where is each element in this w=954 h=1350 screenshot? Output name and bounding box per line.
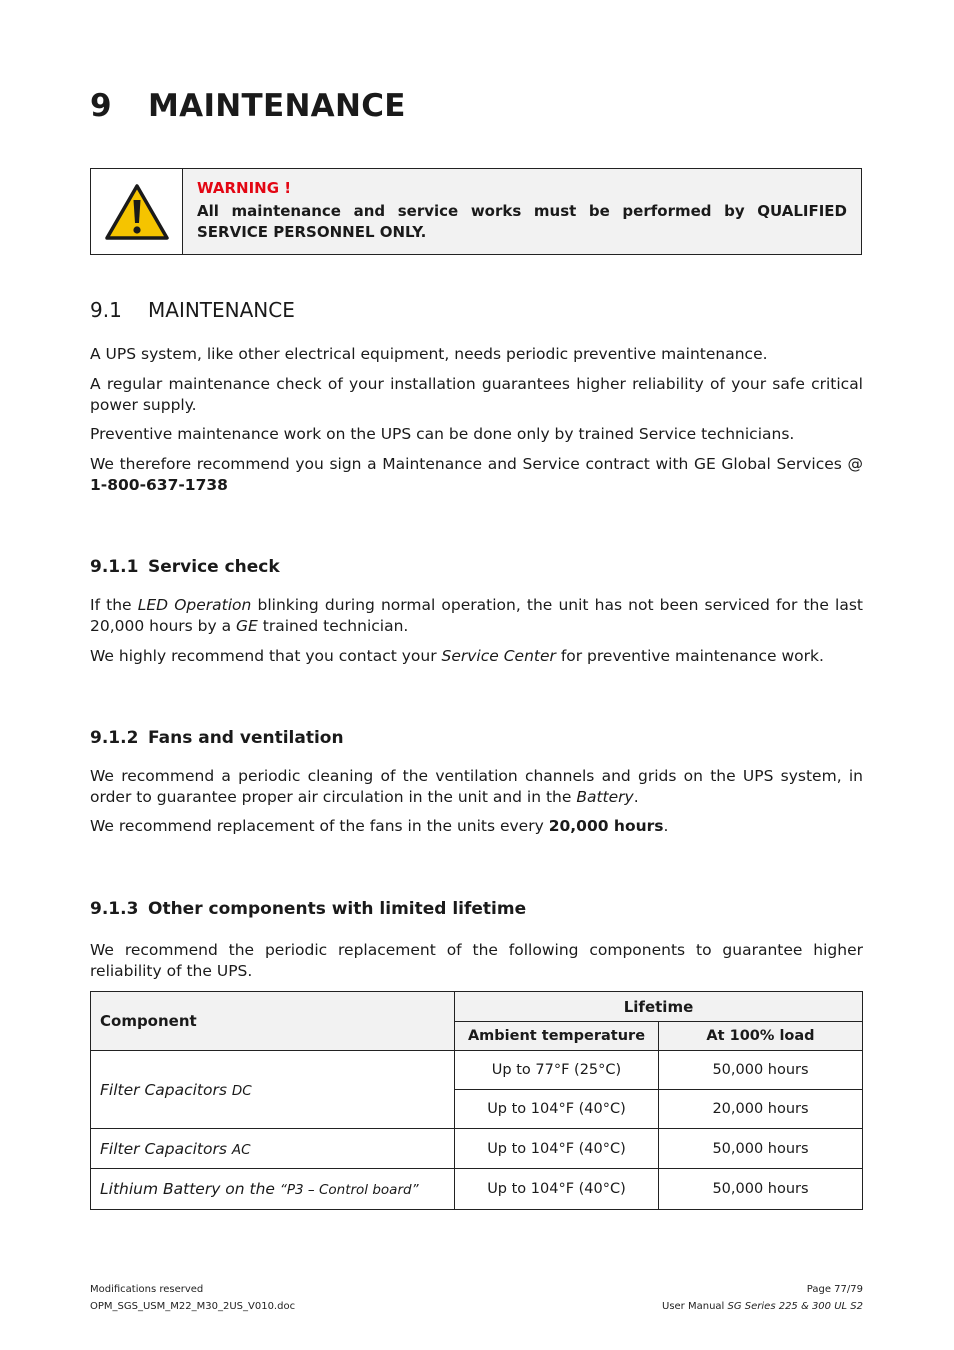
component-suffix: AC bbox=[231, 1141, 251, 1158]
text-run-italic: Battery bbox=[576, 788, 634, 806]
column-header-lifetime: Lifetime bbox=[455, 992, 863, 1022]
chapter-title: MAINTENANCE bbox=[148, 88, 406, 124]
warning-triangle-icon bbox=[104, 183, 170, 241]
text-run-italic: GE bbox=[236, 617, 258, 635]
component-suffix: “P3 – Control board” bbox=[279, 1182, 419, 1198]
paragraph-9-1-2: A regular maintenance check of your installation guarantees higher reliability of your safe critical power supply. bbox=[90, 375, 863, 414]
text-run-bold: 20,000 hours bbox=[548, 817, 664, 835]
component-name: Filter Capacitors bbox=[100, 1080, 232, 1099]
text-run: If the bbox=[90, 596, 138, 614]
text-run-italic: Service Center bbox=[441, 647, 556, 665]
paragraph-service-check-1 bbox=[90, 595, 863, 637]
warning-title: WARNING ! bbox=[197, 179, 292, 197]
table-cell-ambient: Up to 77°F (25°C) bbox=[455, 1051, 659, 1090]
paragraph-service-check-2 bbox=[90, 646, 863, 667]
column-header-load: At 100% load bbox=[659, 1022, 863, 1051]
component-suffix: DC bbox=[231, 1082, 252, 1099]
table-row bbox=[91, 1129, 863, 1169]
table-cell-component bbox=[91, 1169, 455, 1210]
warning-icon-cell bbox=[91, 169, 183, 254]
paragraph-components: We recommend the periodic replacement of the following components to guarantee higher reliability of the UPS. bbox=[90, 941, 863, 980]
table-cell-load: 50,000 hours bbox=[659, 1169, 863, 1210]
table-cell-load: 50,000 hours bbox=[659, 1129, 863, 1169]
warning-body: All maintenance and service works must be performed by QUALIFIED SERVICE PERSONNEL ONLY. bbox=[197, 202, 847, 241]
text-run: trained technician. bbox=[257, 617, 409, 635]
table-cell-ambient: Up to 104°F (40°C) bbox=[455, 1090, 659, 1129]
table-cell-ambient: Up to 104°F (40°C) bbox=[455, 1129, 659, 1169]
warning-box bbox=[90, 168, 862, 255]
section-number: 9.1.2 bbox=[90, 728, 139, 748]
text-run: for preventive maintenance work. bbox=[555, 647, 824, 665]
chapter-number: 9 bbox=[90, 88, 112, 124]
section-number: 9.1.3 bbox=[90, 899, 139, 919]
text-run: blinking during normal operation, the unit has not been serviced for the last 20,000 hours by a bbox=[90, 596, 863, 635]
footer-page-number: Page 77/79 bbox=[806, 1284, 863, 1295]
chapter-heading bbox=[90, 88, 406, 124]
text-run-italic: LED Operation bbox=[137, 596, 252, 614]
text-run: . bbox=[633, 788, 639, 806]
text-run: User Manual bbox=[662, 1301, 728, 1312]
paragraph-fans-1 bbox=[90, 766, 863, 808]
component-lifetime-table bbox=[90, 991, 863, 1210]
column-header-ambient: Ambient temperature bbox=[455, 1022, 659, 1051]
text-run: We recommend a periodic cleaning of the ventilation channels and grids on the UPS system, in order to guarantee proper air circulation in the unit and in the bbox=[90, 767, 863, 806]
component-name: Lithium Battery on the bbox=[100, 1180, 280, 1198]
table-row bbox=[91, 1169, 863, 1210]
text-run: . bbox=[663, 817, 669, 835]
component-name: Filter Capacitors bbox=[100, 1139, 232, 1158]
footer-left-line1: Modifications reserved bbox=[90, 1284, 204, 1295]
table-cell-ambient: Up to 104°F (40°C) bbox=[455, 1169, 659, 1210]
table-header-row bbox=[91, 992, 863, 1022]
table-cell-load: 50,000 hours bbox=[659, 1051, 863, 1090]
paragraph-fans-2 bbox=[90, 816, 863, 837]
text-run-italic: SG Series 225 & 300 UL S2 bbox=[727, 1301, 863, 1312]
table-cell-component bbox=[91, 1129, 455, 1169]
column-header-component: Component bbox=[91, 992, 455, 1051]
section-heading-9-1-2 bbox=[90, 728, 344, 748]
section-number: 9.1 bbox=[90, 298, 122, 322]
table-row bbox=[91, 1051, 863, 1090]
section-heading-9-1-1 bbox=[90, 557, 280, 577]
paragraph-9-1-4 bbox=[90, 454, 863, 496]
section-title: MAINTENANCE bbox=[148, 298, 295, 322]
warning-text-cell bbox=[183, 169, 861, 254]
section-number: 9.1.1 bbox=[90, 557, 139, 577]
service-phone-number: 1-800-637-1738 bbox=[90, 476, 228, 494]
text-run: We highly recommend that you contact your bbox=[90, 647, 442, 665]
table-cell-load: 20,000 hours bbox=[659, 1090, 863, 1129]
section-heading-9-1-3 bbox=[90, 899, 526, 919]
section-title: Service check bbox=[148, 557, 280, 577]
footer-right-line2 bbox=[662, 1301, 863, 1312]
section-title: Other components with limited lifetime bbox=[148, 899, 527, 919]
text-run: We recommend replacement of the fans in the units every bbox=[90, 817, 549, 835]
section-heading-9-1 bbox=[90, 298, 295, 322]
footer-left-line2: OPM_SGS_USM_M22_M30_2US_V010.doc bbox=[90, 1301, 296, 1312]
paragraph-9-1-3: Preventive maintenance work on the UPS can be done only by trained Service technicians. bbox=[90, 425, 795, 443]
table-cell-component bbox=[91, 1051, 455, 1129]
paragraph-text: We therefore recommend you sign a Maintenance and Service contract with GE Global Services @ bbox=[90, 455, 863, 473]
paragraph-9-1-1: A UPS system, like other electrical equipment, needs periodic preventive maintenance. bbox=[90, 345, 768, 363]
section-title: Fans and ventilation bbox=[148, 728, 344, 748]
